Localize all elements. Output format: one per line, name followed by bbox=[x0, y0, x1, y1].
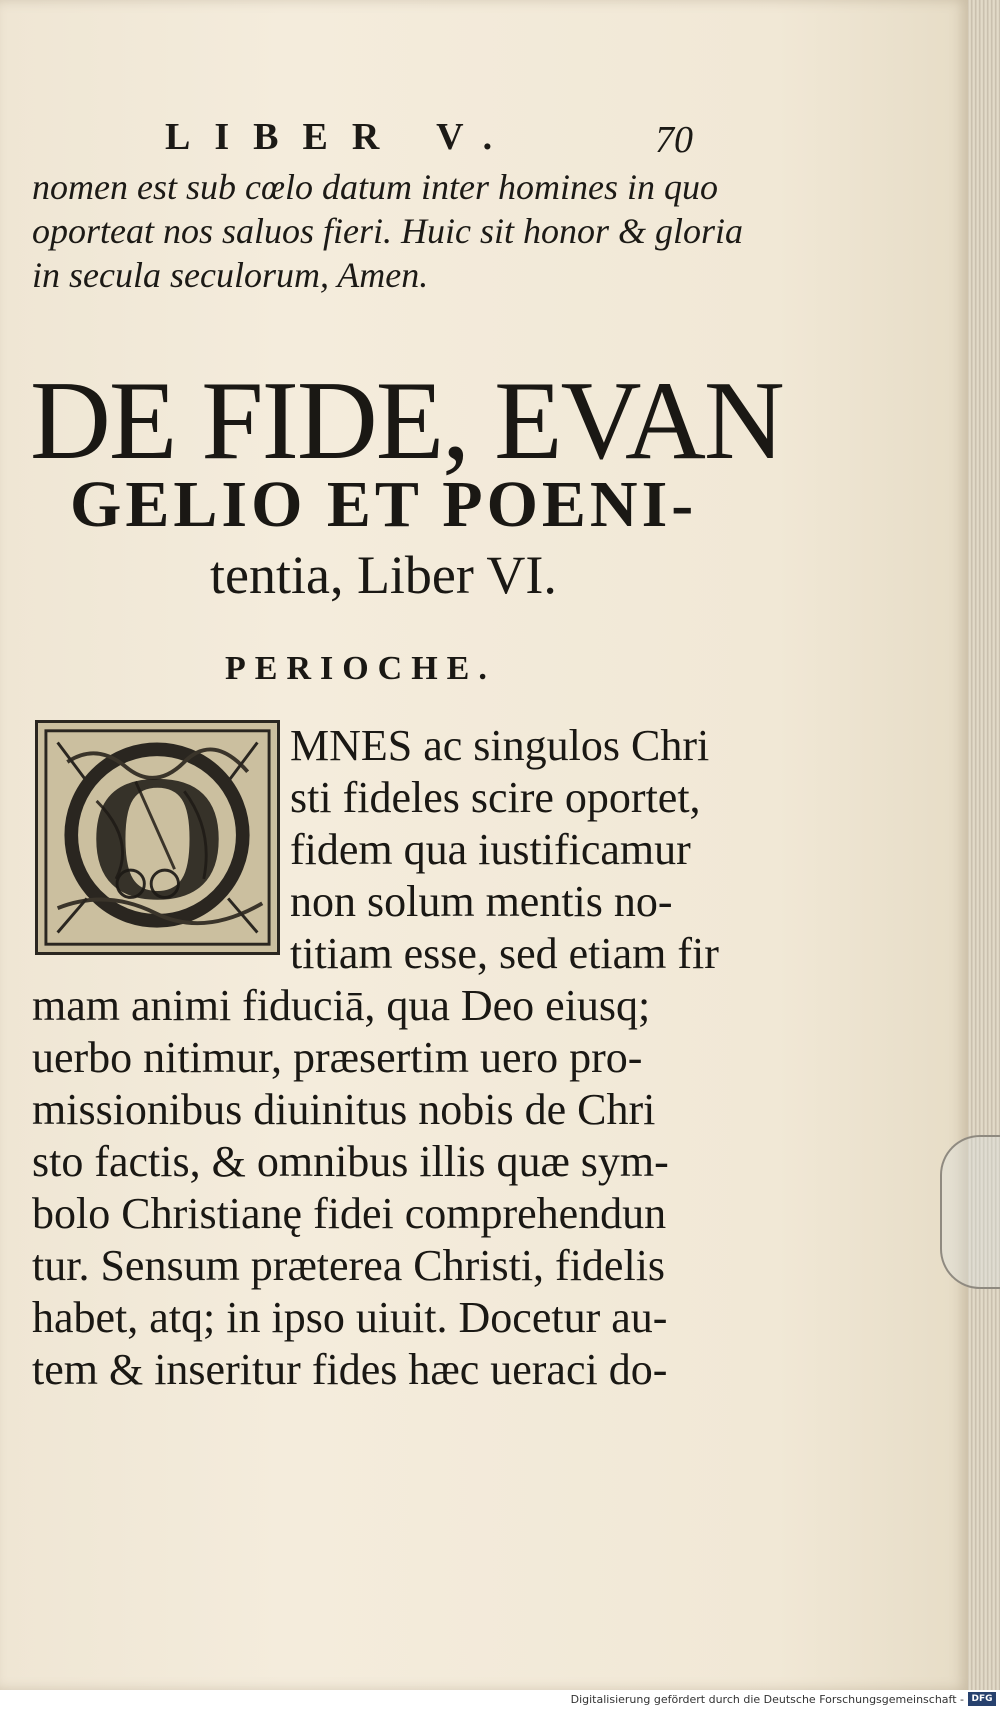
text-line: bolo Christianę fidei comprehendun bbox=[32, 1189, 667, 1238]
text-line: non solum mentis no- bbox=[290, 877, 673, 926]
text-line: sto factis, & omnibus illis quæ sym- bbox=[32, 1137, 669, 1186]
text-line: MNES ac singulos Chri bbox=[290, 721, 710, 770]
footer-credit: Digitalisierung gefördert durch die Deutsche Forschungsgemeinschaft - bbox=[570, 1693, 964, 1706]
initial-letter: O bbox=[87, 738, 228, 937]
text-line: tem & inseritur fides hæc ueraci do- bbox=[32, 1345, 668, 1394]
closing-line: nomen est sub cœlo datum inter homines in quo bbox=[32, 167, 718, 207]
text-line: uerbo nitimur, præsertim uero pro- bbox=[32, 1033, 643, 1082]
page-number: 70 bbox=[655, 119, 693, 161]
digitization-footer bbox=[0, 1690, 1000, 1709]
closing-line: oporteat nos saluos fieri. Huic sit honor & gloria bbox=[32, 211, 744, 251]
section-heading: PERIOCHE. bbox=[225, 650, 496, 687]
text-line: fidem qua iustificamur bbox=[290, 825, 691, 874]
chapter-title: DE FIDE, EVAN bbox=[30, 359, 783, 483]
chapter-subtitle: GELIO ET POENI- bbox=[70, 468, 698, 541]
text-line: habet, atq; in ipso uiuit. Docetur au- bbox=[32, 1293, 668, 1342]
text-line: tur. Sensum præterea Christi, fidelis bbox=[32, 1241, 666, 1290]
text-line: sti fideles scire oportet, bbox=[290, 773, 701, 822]
page-edges bbox=[968, 0, 1000, 1690]
chapter-subtitle-2: tentia, Liber VI. bbox=[210, 545, 557, 605]
dfg-logo: DFG bbox=[968, 1692, 996, 1706]
closing-text bbox=[32, 165, 744, 297]
text-line: mam animi fiduciā, qua Deo eiusq; bbox=[32, 981, 651, 1030]
text-line: missionibus diuinitus nobis de Chri bbox=[32, 1085, 656, 1134]
page-clip-tab bbox=[940, 1135, 1000, 1289]
closing-line: in secula seculorum, Amen. bbox=[32, 255, 429, 295]
running-head: LIBER V. bbox=[165, 116, 517, 158]
text-line: titiam esse, sed etiam fir bbox=[290, 929, 719, 978]
body-text bbox=[32, 720, 722, 1396]
